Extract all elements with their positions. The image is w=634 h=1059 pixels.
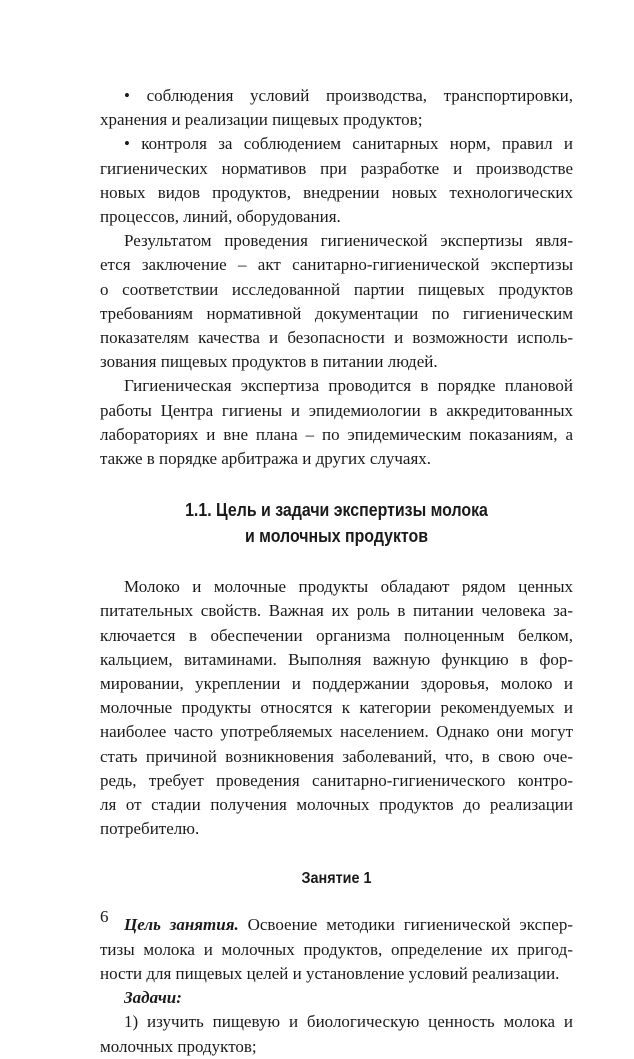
lesson-title: Занятие 1 bbox=[301, 870, 372, 888]
text-line: хранения и реализации пищевых продуктов; bbox=[100, 110, 423, 130]
text-line: питательных свойств. Важная их роль в питании человека за- bbox=[100, 601, 573, 621]
text-line: потребителю. bbox=[100, 819, 200, 839]
text-line: ключается в обеспечении организма полноценным белком, bbox=[100, 625, 573, 645]
text-line: • соблюдения условий производства, транспортировки, bbox=[124, 86, 573, 105]
text-line: молочных продуктов; bbox=[100, 1036, 257, 1056]
goal-text: Освоение методики гигиенической экспер- bbox=[238, 915, 573, 935]
text-line: редь, требует проведения санитарно-гигиенического контро- bbox=[100, 770, 573, 790]
text-line: зования пищевых продуктов в питании людей. bbox=[100, 352, 438, 372]
text-line: Результатом проведения гигиенической экспертизы явля- bbox=[124, 231, 573, 251]
text-line: Гигиеническая экспертиза проводится в порядке плановой bbox=[124, 376, 573, 396]
page-content bbox=[100, 84, 573, 1059]
text-line: мировании, укреплении и поддержании здоровья, молоко и bbox=[100, 674, 573, 694]
text-line: ля от стадии получения молочных продуктов до реализации bbox=[100, 795, 573, 815]
text-line bbox=[100, 986, 573, 1010]
tasks-label bbox=[124, 988, 182, 1007]
section-heading bbox=[133, 497, 540, 549]
text-line: ется заключение – акт санитарно-гигиенической экспертизы bbox=[100, 255, 573, 275]
text-line: процессов, линий, оборудования. bbox=[100, 207, 341, 227]
paragraph-expertise-result bbox=[100, 229, 573, 374]
text-line: показателям качества и безопасности и возможности исполь- bbox=[100, 328, 573, 348]
goal-label: Цель занятия. bbox=[124, 915, 239, 935]
text-line: требованиям нормативной документации по гигиеническим bbox=[100, 303, 573, 323]
tasks-label-colon: : bbox=[176, 988, 182, 1008]
bullet-item-production-conditions bbox=[100, 84, 573, 132]
tasks-label-word: Задачи bbox=[124, 988, 177, 1008]
text-line: 1) изучить пищевую и биологическую ценность молока и bbox=[124, 1012, 573, 1032]
text-line: гигиенических нормативов при разработке и производстве bbox=[100, 158, 573, 178]
text-line: молочные продукты относятся к категории рекомендуемых и bbox=[100, 698, 573, 718]
paragraph-lesson-goal bbox=[100, 913, 573, 986]
paragraph-milk-properties bbox=[100, 575, 573, 841]
tasks-label-line bbox=[100, 986, 573, 1010]
text-line: • контроля за соблюдением санитарных норм, правил и bbox=[124, 134, 573, 154]
text-line: кальцием, витаминами. Выполняя важную функцию в фор- bbox=[100, 649, 573, 669]
task-item-1 bbox=[100, 1010, 573, 1058]
text-line: также в порядке арбитража и других случаях. bbox=[100, 449, 432, 469]
text-line: о соответствии исследованной партии пищевых продуктов bbox=[100, 279, 573, 299]
text-line: наиболее часто употребляемых населением. Однако они могут bbox=[100, 722, 573, 742]
section-heading-line: и молочных продуктов bbox=[244, 525, 429, 547]
paragraph-expertise-procedure bbox=[100, 374, 573, 471]
text-line bbox=[100, 913, 573, 937]
page-number: 6 bbox=[100, 907, 109, 926]
text-line: лабораториях и вне плана – по эпидемическим показаниям, а bbox=[100, 424, 573, 444]
section-heading-line: 1.1. Цель и задачи экспертизы молока bbox=[185, 499, 488, 521]
bullet-item-sanitary-control bbox=[100, 132, 573, 229]
text-line: ности для пищевых целей и установление условий реализации. bbox=[100, 963, 560, 983]
text-line: стать причиной возникновения заболеваний, что, в свою оче- bbox=[100, 746, 573, 766]
text-line: новых видов продуктов, внедрении новых технологических bbox=[100, 182, 573, 202]
text-line: работы Центра гигиены и эпидемиологии в аккредитованных bbox=[100, 400, 573, 420]
text-line: Молоко и молочные продукты обладают рядом ценных bbox=[124, 577, 573, 597]
text-line: тизы молока и молочных продуктов, определение их пригод- bbox=[100, 939, 573, 959]
